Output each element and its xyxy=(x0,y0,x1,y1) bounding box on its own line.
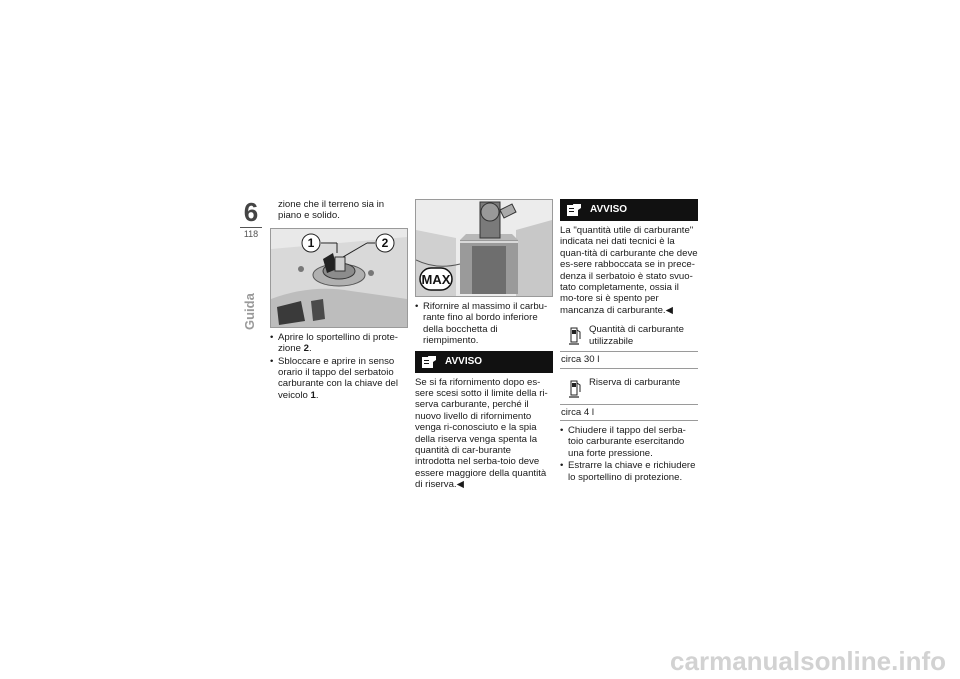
list-item: • Estrarre la chiave e richiudere lo sportellino di protezione. xyxy=(560,460,698,483)
column-1 xyxy=(270,199,408,402)
spec-label: Riserva di carburante xyxy=(589,376,681,388)
steps-list xyxy=(270,332,408,401)
manual-book-icon xyxy=(566,203,582,217)
section-title: Guida xyxy=(242,293,257,330)
spec-fuel-reserve xyxy=(560,374,698,421)
notice-banner xyxy=(560,199,698,221)
chapter-number: 6 xyxy=(243,197,259,227)
figure-label-1: 1 xyxy=(307,235,315,250)
spec-value: circa 30 l xyxy=(560,351,698,367)
list-item: • Sbloccare e aprire in senso orario il tappo del serbatoio carburante con la chiave del veicolo 1. xyxy=(270,356,408,402)
column-3 xyxy=(560,199,698,484)
notice-body: Se si fa rifornimento dopo es-sere scesi sotto il limite della ri-serva carburante, perché il nuovo livello di rifornimento venga ri-conosciuto e la spia della riserva venga spenta la quantità di car-burante introdotta nel serba-toio deve essere maggiore della quantità di riserva.◀ xyxy=(415,376,548,491)
notice-title: AVVISO xyxy=(590,204,628,216)
chapter-divider xyxy=(240,227,262,228)
figure-label-2: 2 xyxy=(381,235,389,250)
fuel-pump-icon xyxy=(568,378,582,400)
max-label: MAX xyxy=(421,272,451,287)
intro-text: zione che il terreno sia in piano e solido. xyxy=(278,199,385,222)
list-item: • Rifornire al massimo il carbu-rante fino al bordo inferiore della bocchetta di riempimento. xyxy=(415,301,553,347)
refuel-steps xyxy=(415,301,553,347)
notice-body: La "quantità utile di carburante" indicata nei dati tecnici è la quan-tità di carburante che deve es-sere rabboccata se in prece-denza il serbatoio è stato svuo-tato completamente, ossia il mo-tore si è spento per mancanza di carburante.◀ xyxy=(560,225,698,316)
spec-label: Quantità di carburante utilizzabile xyxy=(589,324,684,347)
manual-book-icon xyxy=(421,355,437,369)
column-2 xyxy=(415,199,553,491)
notice-title: AVVISO xyxy=(445,355,483,367)
page-number: 118 xyxy=(243,229,259,239)
fuel-cap-figure xyxy=(270,228,408,328)
list-item: • Chiudere il tappo del serba-toio carburante esercitando una forte pressione. xyxy=(560,425,698,459)
fuel-pump-icon xyxy=(568,325,582,347)
spec-value: circa 4 l xyxy=(560,404,698,420)
list-item: • Aprire lo sportellino di prote-zione 2. xyxy=(270,332,408,355)
notice-banner xyxy=(415,351,553,373)
closing-steps xyxy=(560,425,698,483)
filler-neck-figure xyxy=(415,199,553,297)
spec-usable-fuel xyxy=(560,321,698,368)
watermark: carmanualsonline.info xyxy=(670,646,946,676)
